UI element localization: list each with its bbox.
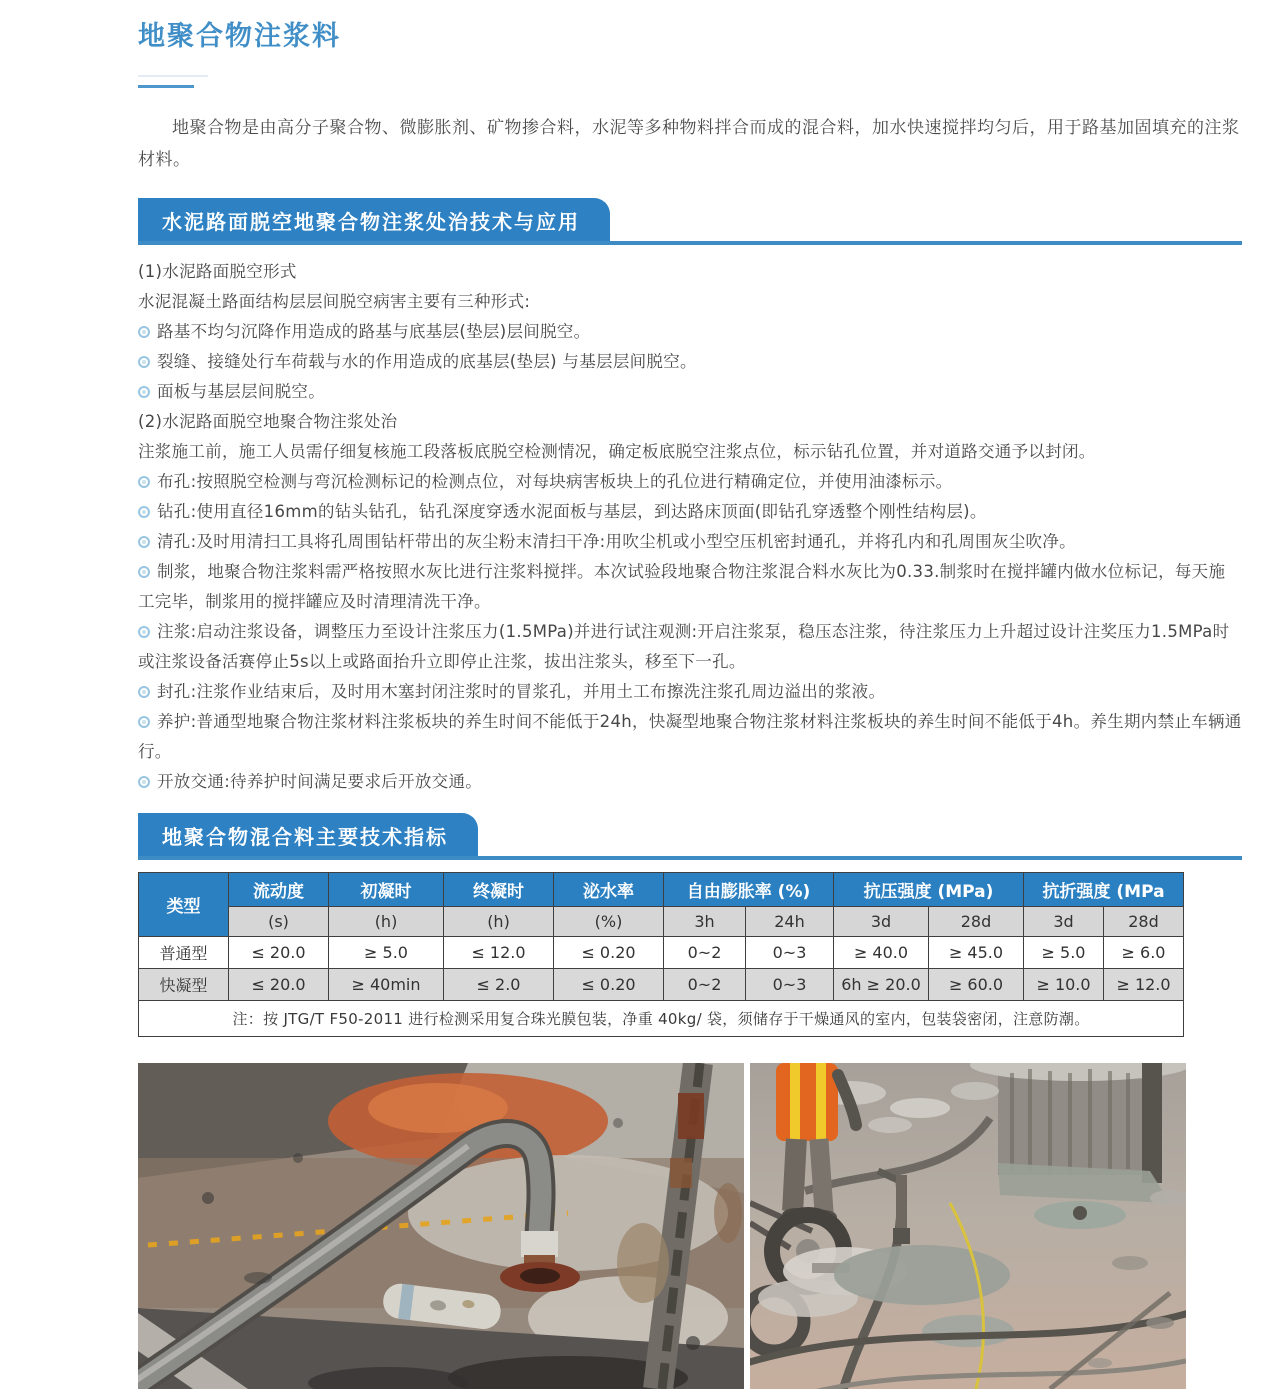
table-row-normal-type [139,937,1184,969]
spec-table [138,872,1184,1037]
title-divider [138,85,194,88]
table-row-fast-type [139,969,1184,1001]
bullseye-ring-icon [138,566,150,578]
value-cell: ≥ 40.0 [834,937,929,969]
unit-cell: (s) [229,907,329,937]
value-cell: ≥ 40min [329,969,444,1001]
body-paragraph: 裂缝、接缝处行车荷载与水的作用造成的底基层(垫层) 与基层层间脱空。 [138,347,1242,377]
body-paragraph: 注浆施工前，施工人员需仔细复核施工段落板底脱空检测情况，确定板底脱空注浆点位，标示钻孔位置，并对道路交通予以封闭。 [138,442,1096,461]
value-cell: ≤ 0.20 [554,937,664,969]
body-paragraph: (2)水泥路面脱空地聚合物注浆处治 [138,412,398,431]
col-header-fluidity: 流动度 [229,873,329,907]
bullseye-ring-icon [138,356,150,368]
col-header-final-set: 终凝时 [444,873,554,907]
page-title: 地聚合物注浆料 [138,21,341,52]
value-cell: ≥ 5.0 [1024,937,1104,969]
value-cell: ≤ 2.0 [444,969,554,1001]
value-cell: ≥ 60.0 [929,969,1024,1001]
bullseye-ring-icon [138,716,150,728]
value-cell: 0~2 [664,937,746,969]
unit-cell: 3h [664,907,746,937]
value-cell: ≤ 0.20 [554,969,664,1001]
unit-cell: 3d [834,907,929,937]
body-paragraph: 布孔:按照脱空检测与弯沉检测标记的检测点位，对每块病害板块上的孔位进行精确定位，并使用油漆标示。 [138,467,1242,497]
value-cell: 0~3 [746,937,834,969]
section2-header [138,813,1242,860]
value-cell: ≥ 5.0 [329,937,444,969]
value-cell: ≥ 12.0 [1104,969,1184,1001]
body-paragraph: 封孔:注浆作业结束后，及时用木塞封闭注浆时的冒浆孔，并用土工布擦洗注浆孔周边溢出的浆液。 [138,677,1242,707]
table-note-row [139,1001,1184,1037]
body-paragraph: 养护:普通型地聚合物注浆材料注浆板块的养生时间不能低于24h，快凝型地聚合物注浆材料注浆板块的养生时间不能低于4h。养生期内禁止车辆通行。 [138,712,1242,761]
table-header-row-1 [139,873,1184,907]
value-cell: 0~3 [746,969,834,1001]
value-cell: ≥ 6.0 [1104,937,1184,969]
col-header-type: 类型 [139,873,229,937]
photo-row [138,1063,1242,1389]
unit-cell: 24h [746,907,834,937]
body-paragraph: 清孔:及时用清扫工具将孔周围钻杆带出的灰尘粉末清扫干净:用吹尘机或小型空压机密封通孔，并将孔内和孔周围灰尘吹净。 [138,527,1242,557]
col-header-bleeding: 泌水率 [554,873,664,907]
bullseye-ring-icon [138,326,150,338]
value-cell: ≤ 20.0 [229,969,329,1001]
table-note: 注：按 JTG/T F50-2011 进行检测采用复合珠光膜包装，净重 40kg/ 袋，须储存于干燥通风的室内，包装袋密闭，注意防潮。 [139,1001,1184,1037]
unit-cell: 28d [929,907,1024,937]
body-paragraph: 开放交通:待养护时间满足要求后开放交通。 [138,767,1242,797]
body-paragraph: 水泥混凝土路面结构层层间脱空病害主要有三种形式: [138,292,531,311]
col-header-compressive-strength: 抗压强度 (MPa) [834,873,1024,907]
value-cell: ≤ 12.0 [444,937,554,969]
row-label: 普通型 [139,937,229,969]
bullseye-ring-icon [138,476,150,488]
bullseye-ring-icon [138,536,150,548]
title-divider-light [138,75,208,77]
body-paragraph: 制浆，地聚合物注浆料需严格按照水灰比进行注浆料搅拌。本次试验段地聚合物注浆混合料水灰比为0.33.制浆时在搅拌罐内做水位标记，每天施工完毕，制浆用的搅拌罐应及时清理清洗干净。 [138,562,1226,611]
unit-cell: 28d [1104,907,1184,937]
value-cell: ≥ 10.0 [1024,969,1104,1001]
body-paragraph: 路基不均匀沉降作用造成的路基与底基层(垫层)层间脱空。 [138,317,1242,347]
row-label: 快凝型 [139,969,229,1001]
unit-cell: (h) [444,907,554,937]
bullseye-ring-icon [138,506,150,518]
value-cell: ≤ 20.0 [229,937,329,969]
col-header-initial-set: 初凝时 [329,873,444,907]
col-header-flexural-strength: 抗折强度 (MPa [1024,873,1184,907]
body-paragraph: (1)水泥路面脱空形式 [138,262,297,281]
spec-table-container [138,872,1242,1037]
unit-cell: (%) [554,907,664,937]
intro-paragraph: 地聚合物是由高分子聚合物、微膨胀剂、矿物掺合料，水泥等多种物料拌合而成的混合料，加水快速搅拌均匀后，用于路基加固填充的注浆材料。 [138,118,1240,170]
value-cell: ≥ 45.0 [929,937,1024,969]
document-page [138,14,1242,1389]
body-paragraph: 注浆:启动注浆设备，调整压力至设计注浆压力(1.5MPa)并进行试注观测:开启注浆泵，稳压态注浆，待注浆压力上升超过设计注奖压力1.5MPa时或注浆设备活赛停止5s以上或路面抬升立即停止注浆，拔出注浆头，移至下一孔。 [138,622,1230,671]
value-cell: 0~2 [664,969,746,1001]
photo-grouting-port [138,1063,744,1389]
bullseye-ring-icon [138,386,150,398]
section1-banner: 水泥路面脱空地聚合物注浆处治技术与应用 [138,198,610,241]
section2-banner: 地聚合物混合料主要技术指标 [138,813,478,856]
body-paragraph: 钻孔:使用直径16mm的钻头钻孔，钻孔深度穿透水泥面板与基层，到达路床顶面(即钻孔穿透整个刚性结构层)。 [138,497,1242,527]
unit-cell: 3d [1024,907,1104,937]
bullseye-ring-icon [138,626,150,638]
body-paragraph: 面板与基层层间脱空。 [138,377,1242,407]
col-header-free-expansion: 自由膨胀率 (%) [664,873,834,907]
section1-header [138,198,1242,245]
section1-body [138,257,1242,797]
bullseye-ring-icon [138,776,150,788]
table-header-row-2 [139,907,1184,937]
unit-cell: (h) [329,907,444,937]
bullseye-ring-icon [138,686,150,698]
photo-construction-site [750,1063,1186,1389]
value-cell: 6h ≥ 20.0 [834,969,929,1001]
